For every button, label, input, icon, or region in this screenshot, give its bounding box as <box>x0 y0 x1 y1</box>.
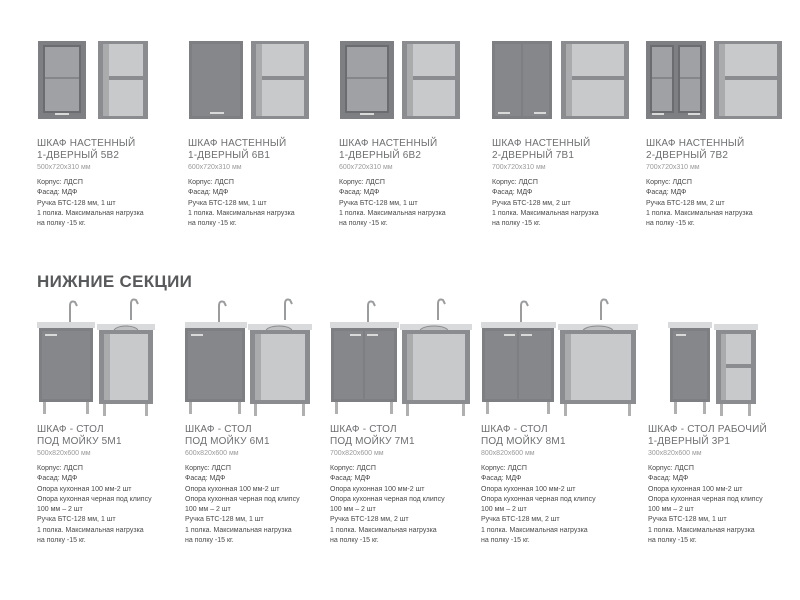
upper-item-7v2 <box>646 40 796 229</box>
product-image <box>330 298 480 424</box>
product-image <box>188 40 338 132</box>
product-specs: Корпус: ЛДСП Фасад: МДФ Опора кухонная 100 мм-2 шт Опора кухонная черная под клипсу 100 мм – 2 шт Ручка БТС-128 мм, 1 шт 1 полка. Максимальная нагрузка на полку -15 кг. <box>37 465 152 545</box>
product-title: ШКАФ НАСТЕННЫЙ 1-ДВЕРНЫЙ 6В1 <box>188 138 287 161</box>
upper-item-6v2 <box>339 40 489 229</box>
product-specs: Корпус: ЛДСП Фасад: МДФ Опора кухонная 100 мм-2 шт Опора кухонная черная под клипсу 100 мм – 2 шт Ручка БТС-128 мм, 1 шт 1 полка. Максимальная нагрузка на полку -15 кг. <box>185 465 300 545</box>
product-dimensions: 300х820х600 мм <box>648 450 702 457</box>
product-specs: Корпус: ЛДСП Фасад: МДФ Опора кухонная 100 мм-2 шт Опора кухонная черная под клипсу 100 мм – 2 шт Ручка БТС-128 мм, 2 шт 1 полка. Максимальная нагрузка на полку -15 кг. <box>330 465 445 545</box>
product-title: ШКАФ - СТОЛ ПОД МОЙКУ 6М1 <box>185 424 270 447</box>
product-dimensions: 600х820х600 мм <box>185 450 239 457</box>
product-dimensions: 600х720х310 мм <box>188 164 242 171</box>
product-specs: Корпус: ЛДСП Фасад: МДФ Ручка БТС-128 мм, 1 шт 1 полка. Максимальная нагрузка на полку -15 кг. <box>188 179 295 228</box>
product-specs: Корпус: ЛДСП Фасад: МДФ Ручка БТС-128 мм, 1 шт 1 полка. Максимальная нагрузка на полку -15 кг. <box>37 179 144 228</box>
upper-item-6v1 <box>188 40 338 229</box>
product-image <box>339 40 489 132</box>
product-dimensions: 600х720х310 мм <box>339 164 393 171</box>
product-title: ШКАФ - СТОЛ ПОД МОЙКУ 7М1 <box>330 424 415 447</box>
upper-item-5v2 <box>37 40 187 229</box>
section-heading: НИЖНИЕ СЕКЦИИ <box>37 272 193 291</box>
product-specs: Корпус: ЛДСП Фасад: МДФ Опора кухонная 100 мм-2 шт Опора кухонная черная под клипсу 100 мм – 2 шт Ручка БТС-128 мм, 2 шт 1 полка. Максимальная нагрузка на полку -15 кг. <box>481 465 596 545</box>
upper-item-7v1 <box>492 40 642 229</box>
product-specs: Корпус: ЛДСП Фасад: МДФ Ручка БТС-128 мм, 2 шт 1 полка. Максимальная нагрузка на полку -15 кг. <box>492 179 599 228</box>
lower-item-3r1 <box>648 298 798 546</box>
product-dimensions: 700х820х600 мм <box>330 450 384 457</box>
product-specs: Корпус: ЛДСП Фасад: МДФ Ручка БТС-128 мм, 1 шт 1 полка. Максимальная нагрузка на полку -15 кг. <box>339 179 446 228</box>
product-title: ШКАФ НАСТЕННЫЙ 1-ДВЕРНЫЙ 6В2 <box>339 138 438 161</box>
product-image <box>481 298 631 424</box>
lower-item-7m1 <box>330 298 480 546</box>
product-image <box>492 40 642 132</box>
product-specs: Корпус: ЛДСП Фасад: МДФ Ручка БТС-128 мм, 2 шт 1 полка. Максимальная нагрузка на полку -15 кг. <box>646 179 753 228</box>
product-image <box>37 40 187 132</box>
product-image <box>185 298 335 424</box>
product-dimensions: 700х720х310 мм <box>646 164 700 171</box>
lower-item-5m1 <box>37 298 187 546</box>
product-title: ШКАФ - СТОЛ ПОД МОЙКУ 8М1 <box>481 424 566 447</box>
product-title: ШКАФ НАСТЕННЫЙ 1-ДВЕРНЫЙ 5В2 <box>37 138 136 161</box>
product-image <box>646 40 796 132</box>
lower-item-8m1 <box>481 298 631 546</box>
product-specs: Корпус: ЛДСП Фасад: МДФ Опора кухонная 100 мм-2 шт Опора кухонная черная под клипсу 100 мм – 2 шт Ручка БТС-128 мм, 1 шт 1 полка. Максимальная нагрузка на полку -15 кг. <box>648 465 763 545</box>
lower-item-6m1 <box>185 298 335 546</box>
product-title: ШКАФ - СТОЛ РАБОЧИЙ 1-ДВЕРНЫЙ 3Р1 <box>648 424 767 447</box>
product-dimensions: 800х820х600 мм <box>481 450 535 457</box>
product-title: ШКАФ НАСТЕННЫЙ 2-ДВЕРНЫЙ 7В2 <box>646 138 745 161</box>
product-dimensions: 500х720х310 мм <box>37 164 91 171</box>
product-dimensions: 500х820х600 мм <box>37 450 91 457</box>
product-title: ШКАФ НАСТЕННЫЙ 2-ДВЕРНЫЙ 7В1 <box>492 138 591 161</box>
product-dimensions: 700х720х310 мм <box>492 164 546 171</box>
product-image <box>648 298 798 424</box>
product-image <box>37 298 187 424</box>
product-title: ШКАФ - СТОЛ ПОД МОЙКУ 5М1 <box>37 424 122 447</box>
